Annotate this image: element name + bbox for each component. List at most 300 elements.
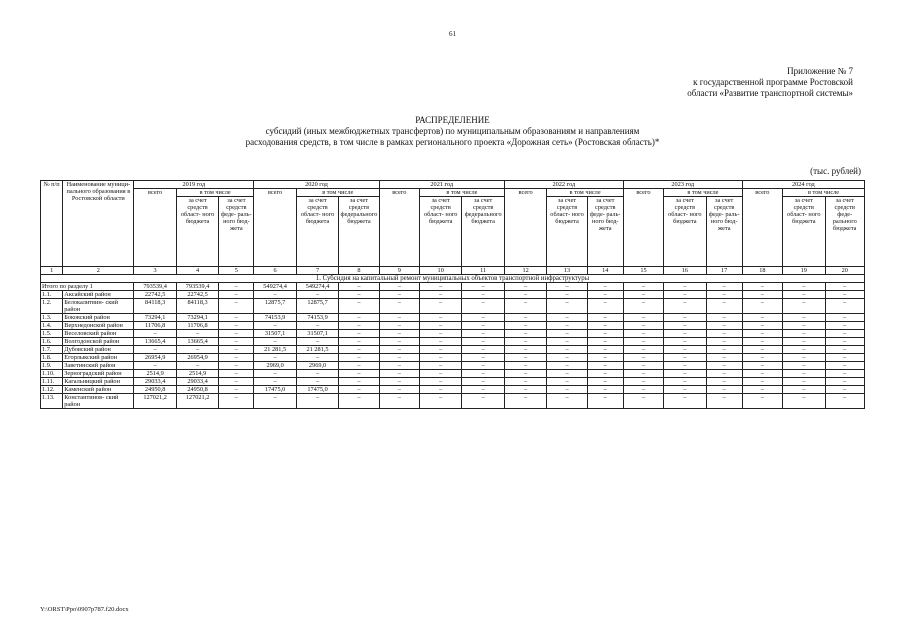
value-cell: –	[547, 338, 587, 346]
value-cell: 84118,3	[176, 299, 218, 314]
value-cell: 31507,1	[296, 330, 338, 338]
value-cell: –	[706, 354, 742, 362]
header-including: в том числе	[664, 189, 743, 197]
row-name: Верхнедонской район	[63, 322, 134, 330]
row-name: Кагальницкий район	[63, 378, 134, 386]
header-regional: за счет средств област- ного бюджета	[664, 197, 706, 267]
value-cell: –	[296, 378, 338, 386]
value-cell: –	[664, 362, 706, 370]
value-cell: –	[134, 346, 176, 354]
value-cell: –	[547, 330, 587, 338]
value-cell: –	[742, 370, 782, 378]
value-cell: –	[379, 283, 419, 291]
value-cell: –	[219, 394, 254, 409]
value-cell: –	[706, 362, 742, 370]
appendix-line: к государственной программе Ростовской	[693, 77, 853, 87]
value-cell: –	[462, 322, 504, 330]
value-cell: 12875,7	[296, 299, 338, 314]
page-number: 61	[449, 30, 456, 38]
table-row	[41, 386, 865, 394]
value-cell: –	[219, 338, 254, 346]
value-cell: 127021,2	[134, 394, 176, 409]
table-row	[41, 378, 865, 386]
value-cell: –	[547, 314, 587, 322]
value-cell: –	[419, 314, 461, 322]
value-cell: –	[623, 322, 663, 330]
value-cell: 13665,4	[134, 338, 176, 346]
value-cell: –	[742, 378, 782, 386]
value-cell: –	[504, 322, 546, 330]
header-total: всего	[379, 189, 419, 267]
value-cell: –	[379, 291, 419, 299]
value-cell: –	[339, 322, 379, 330]
value-cell: –	[419, 394, 461, 409]
value-cell: –	[587, 370, 623, 378]
value-cell: –	[504, 354, 546, 362]
value-cell: –	[339, 299, 379, 314]
value-cell: –	[296, 370, 338, 378]
value-cell: –	[825, 299, 865, 314]
value-cell: –	[783, 354, 825, 362]
column-number: 11	[462, 267, 504, 275]
value-cell: –	[783, 283, 825, 291]
title-subline: субсидий (иных межбюджетных трансфертов) по муниципальным образованиям и направлениям	[265, 126, 640, 136]
value-cell: 21 281,5	[296, 346, 338, 354]
value-cell: –	[783, 386, 825, 394]
row-number: 1.4.	[41, 322, 63, 330]
header-name: Наименование муници- пального образования в Ростовской области	[63, 181, 134, 267]
value-cell: –	[623, 330, 663, 338]
header-year: 2020 год	[254, 181, 379, 189]
value-cell: –	[587, 322, 623, 330]
value-cell: –	[379, 330, 419, 338]
value-cell: –	[254, 322, 296, 330]
value-cell: –	[219, 362, 254, 370]
row-name: Волгодонской район	[63, 338, 134, 346]
value-cell: –	[547, 386, 587, 394]
value-cell: –	[462, 314, 504, 322]
value-cell: –	[504, 362, 546, 370]
value-cell: –	[706, 370, 742, 378]
value-cell: –	[547, 346, 587, 354]
value-cell: –	[706, 299, 742, 314]
value-cell: –	[419, 362, 461, 370]
value-cell: 29033,4	[134, 378, 176, 386]
value-cell: –	[296, 338, 338, 346]
value-cell: –	[664, 346, 706, 354]
header-total: всего	[742, 189, 782, 267]
value-cell: –	[664, 370, 706, 378]
header-total: всего	[254, 189, 296, 267]
value-cell: –	[706, 283, 742, 291]
value-cell: –	[219, 291, 254, 299]
value-cell: –	[783, 299, 825, 314]
row-number: 1.3.	[41, 314, 63, 322]
table-row	[41, 330, 865, 338]
value-cell: –	[783, 370, 825, 378]
value-cell: 793539,4	[176, 283, 218, 291]
header-including: в том числе	[783, 189, 865, 197]
value-cell: –	[742, 386, 782, 394]
value-cell: –	[742, 291, 782, 299]
table-row	[41, 283, 865, 291]
column-number: 17	[706, 267, 742, 275]
value-cell: –	[339, 291, 379, 299]
value-cell: –	[825, 354, 865, 362]
value-cell: –	[825, 362, 865, 370]
value-cell: –	[742, 330, 782, 338]
value-cell: 73294,1	[134, 314, 176, 322]
header-federal: за счет средств феде- раль- ного бюд- жета	[587, 197, 623, 267]
row-number: 1.8.	[41, 354, 63, 362]
value-cell: 549274,4	[254, 283, 296, 291]
value-cell: –	[623, 394, 663, 409]
value-cell: –	[587, 362, 623, 370]
value-cell: 2969,0	[254, 362, 296, 370]
value-cell: 22742,5	[134, 291, 176, 299]
value-cell: –	[825, 394, 865, 409]
column-number: 3	[134, 267, 176, 275]
value-cell: –	[219, 354, 254, 362]
row-number: 1.7.	[41, 346, 63, 354]
value-cell: 26954,9	[176, 354, 218, 362]
value-cell: –	[587, 299, 623, 314]
value-cell: –	[219, 299, 254, 314]
value-cell: –	[664, 378, 706, 386]
value-cell: –	[547, 299, 587, 314]
header-regional: за счет средств област- ного бюджета	[547, 197, 587, 267]
value-cell: –	[379, 354, 419, 362]
value-cell: –	[504, 314, 546, 322]
value-cell: –	[623, 338, 663, 346]
value-cell: –	[706, 330, 742, 338]
row-name: Дубовский район	[63, 346, 134, 354]
value-cell: –	[254, 370, 296, 378]
value-cell: 17475,0	[254, 386, 296, 394]
value-cell: –	[176, 362, 218, 370]
table-row	[41, 299, 865, 314]
table-row	[41, 394, 865, 409]
value-cell: 24950,8	[134, 386, 176, 394]
value-cell: 549274,4	[296, 283, 338, 291]
value-cell: 2514,9	[134, 370, 176, 378]
header-including: в том числе	[419, 189, 504, 197]
value-cell: –	[742, 314, 782, 322]
value-cell: –	[419, 354, 461, 362]
value-cell: –	[742, 362, 782, 370]
value-cell: –	[504, 378, 546, 386]
value-cell: 793539,4	[134, 283, 176, 291]
value-cell: 74153,9	[254, 314, 296, 322]
value-cell: –	[419, 338, 461, 346]
column-number: 6	[254, 267, 296, 275]
value-cell: –	[783, 362, 825, 370]
value-cell: –	[742, 283, 782, 291]
value-cell: –	[783, 330, 825, 338]
appendix-line: Приложение № 7	[787, 66, 853, 76]
value-cell: –	[664, 338, 706, 346]
header-year: 2024 год	[742, 181, 864, 189]
value-cell: –	[462, 299, 504, 314]
value-cell: –	[664, 314, 706, 322]
value-cell: –	[219, 314, 254, 322]
header-including: в том числе	[176, 189, 254, 197]
value-cell: –	[504, 283, 546, 291]
value-cell: –	[706, 314, 742, 322]
value-cell: –	[379, 322, 419, 330]
value-cell: –	[783, 291, 825, 299]
column-number: 10	[419, 267, 461, 275]
value-cell: 17475,0	[296, 386, 338, 394]
value-cell: –	[742, 322, 782, 330]
header-regional: за счет средств област- ного бюджета	[176, 197, 218, 267]
value-cell: –	[547, 283, 587, 291]
value-cell: –	[825, 322, 865, 330]
table-row	[41, 314, 865, 322]
value-cell: –	[825, 386, 865, 394]
value-cell: –	[587, 283, 623, 291]
column-number-row	[41, 267, 865, 275]
row-name: Веселовский район	[63, 330, 134, 338]
value-cell: –	[219, 378, 254, 386]
value-cell: –	[219, 370, 254, 378]
value-cell: –	[587, 386, 623, 394]
header-no: № п/п	[41, 181, 63, 267]
column-number: 4	[176, 267, 218, 275]
column-number: 8	[339, 267, 379, 275]
value-cell: –	[339, 283, 379, 291]
value-cell: –	[623, 362, 663, 370]
column-number: 13	[547, 267, 587, 275]
distribution-table	[40, 180, 865, 409]
row-name: Боковский район	[63, 314, 134, 322]
value-cell: –	[587, 346, 623, 354]
header-total: всего	[504, 189, 546, 267]
value-cell: –	[462, 386, 504, 394]
column-number: 16	[664, 267, 706, 275]
value-cell: –	[825, 283, 865, 291]
header-year: 2021 год	[379, 181, 504, 189]
value-cell: –	[587, 314, 623, 322]
table-row	[41, 354, 865, 362]
value-cell: –	[219, 386, 254, 394]
value-cell: –	[339, 394, 379, 409]
value-cell: –	[462, 378, 504, 386]
value-cell: –	[742, 338, 782, 346]
header-total: всего	[623, 189, 663, 267]
value-cell: –	[339, 386, 379, 394]
value-cell: –	[219, 330, 254, 338]
value-cell: –	[825, 370, 865, 378]
header-year: 2023 год	[623, 181, 742, 189]
value-cell: –	[379, 314, 419, 322]
value-cell: –	[462, 283, 504, 291]
value-cell: –	[783, 346, 825, 354]
units-label: (тыс. рублей)	[810, 166, 861, 176]
value-cell: –	[664, 299, 706, 314]
header-total: всего	[134, 189, 176, 267]
value-cell: –	[664, 354, 706, 362]
value-cell: –	[504, 386, 546, 394]
value-cell: –	[419, 386, 461, 394]
value-cell: –	[623, 291, 663, 299]
value-cell: –	[419, 283, 461, 291]
value-cell: –	[419, 299, 461, 314]
value-cell: –	[547, 354, 587, 362]
value-cell: 26954,9	[134, 354, 176, 362]
value-cell: –	[783, 322, 825, 330]
value-cell: –	[176, 346, 218, 354]
header-regional: за счет средств област- ного бюджета	[783, 197, 825, 267]
table-row	[41, 338, 865, 346]
value-cell: –	[296, 354, 338, 362]
value-cell: –	[296, 322, 338, 330]
value-cell: 11706,8	[176, 322, 218, 330]
value-cell: –	[587, 354, 623, 362]
value-cell: –	[462, 394, 504, 409]
column-number: 19	[783, 267, 825, 275]
value-cell: –	[339, 330, 379, 338]
table-row	[41, 322, 865, 330]
value-cell: –	[419, 330, 461, 338]
value-cell: –	[623, 386, 663, 394]
column-number: 5	[219, 267, 254, 275]
value-cell: –	[623, 370, 663, 378]
header-federal: за счет средств феде- рального бюджета	[825, 197, 865, 267]
row-number: 1.1.	[41, 291, 63, 299]
value-cell: –	[706, 338, 742, 346]
row-name: Белокалитвин- ский район	[63, 299, 134, 314]
column-number: 15	[623, 267, 663, 275]
row-name: Егорлыкский район	[63, 354, 134, 362]
value-cell: –	[462, 362, 504, 370]
header-including: в том числе	[296, 189, 379, 197]
value-cell: –	[379, 386, 419, 394]
value-cell: –	[379, 362, 419, 370]
value-cell: –	[623, 354, 663, 362]
value-cell: –	[379, 378, 419, 386]
row-number: 1.2.	[41, 299, 63, 314]
header-regional: за счет средств област- ного бюджета	[296, 197, 338, 267]
value-cell: –	[462, 338, 504, 346]
value-cell: 12875,7	[254, 299, 296, 314]
value-cell: –	[664, 330, 706, 338]
value-cell: 2514,9	[176, 370, 218, 378]
value-cell: –	[587, 338, 623, 346]
value-cell: –	[296, 291, 338, 299]
value-cell: 2969,0	[296, 362, 338, 370]
value-cell: –	[623, 314, 663, 322]
value-cell: –	[254, 378, 296, 386]
value-cell: –	[664, 394, 706, 409]
row-name: Зерноградский район	[63, 370, 134, 378]
column-number: 7	[296, 267, 338, 275]
value-cell: 31507,1	[254, 330, 296, 338]
value-cell: 84118,3	[134, 299, 176, 314]
value-cell: –	[623, 346, 663, 354]
column-number: 2	[63, 267, 134, 275]
value-cell: –	[547, 362, 587, 370]
value-cell: 29033,4	[176, 378, 218, 386]
title-heading: РАСПРЕДЕЛЕНИЕ	[415, 115, 490, 125]
value-cell: –	[783, 378, 825, 386]
value-cell: 73294,1	[176, 314, 218, 322]
value-cell: –	[504, 394, 546, 409]
value-cell: –	[825, 314, 865, 322]
header-row-years	[41, 181, 865, 189]
value-cell: –	[783, 338, 825, 346]
column-number: 1	[41, 267, 63, 275]
value-cell: 74153,9	[296, 314, 338, 322]
column-number: 20	[825, 267, 865, 275]
value-cell: –	[339, 346, 379, 354]
column-number: 9	[379, 267, 419, 275]
header-row-split	[41, 189, 865, 197]
row-name: Заветинский район	[63, 362, 134, 370]
value-cell: –	[462, 346, 504, 354]
value-cell: –	[504, 346, 546, 354]
document-title	[0, 115, 905, 148]
value-cell: –	[706, 322, 742, 330]
value-cell: –	[547, 291, 587, 299]
value-cell: 21 281,5	[254, 346, 296, 354]
table-row	[41, 362, 865, 370]
header-federal: за счет средств феде- раль- ного бюд- жета	[706, 197, 742, 267]
header-year: 2022 год	[504, 181, 623, 189]
value-cell: –	[504, 299, 546, 314]
value-cell: –	[783, 314, 825, 322]
value-cell: –	[706, 291, 742, 299]
value-cell: –	[504, 330, 546, 338]
row-name: Аксайский район	[63, 291, 134, 299]
value-cell: –	[379, 346, 419, 354]
row-number: 1.6.	[41, 338, 63, 346]
header-federal: за счет средств феде- раль- ного бюд- жета	[219, 197, 254, 267]
value-cell: –	[664, 283, 706, 291]
table-row	[41, 370, 865, 378]
value-cell: –	[664, 386, 706, 394]
value-cell: –	[462, 330, 504, 338]
row-name: Итого по разделу 1	[41, 283, 134, 291]
row-number: 1.11.	[41, 378, 63, 386]
value-cell: –	[825, 338, 865, 346]
row-number: 1.9.	[41, 362, 63, 370]
value-cell: –	[623, 299, 663, 314]
section-row	[41, 275, 865, 283]
value-cell: –	[587, 330, 623, 338]
value-cell: –	[742, 299, 782, 314]
value-cell: –	[254, 354, 296, 362]
value-cell: –	[706, 386, 742, 394]
value-cell: –	[547, 394, 587, 409]
value-cell: 24950,8	[176, 386, 218, 394]
value-cell: –	[379, 394, 419, 409]
column-number: 12	[504, 267, 546, 275]
value-cell: –	[219, 322, 254, 330]
value-cell: –	[825, 330, 865, 338]
file-path-footer: Y:\ORST\Ppo\0907p787.f20.docx	[40, 606, 129, 613]
value-cell: –	[219, 283, 254, 291]
value-cell: –	[379, 338, 419, 346]
value-cell: –	[504, 370, 546, 378]
row-number: 1.13.	[41, 394, 63, 409]
value-cell: –	[623, 283, 663, 291]
value-cell: 127021,2	[176, 394, 218, 409]
value-cell: –	[254, 394, 296, 409]
value-cell: –	[825, 291, 865, 299]
value-cell: –	[462, 354, 504, 362]
value-cell: –	[504, 338, 546, 346]
